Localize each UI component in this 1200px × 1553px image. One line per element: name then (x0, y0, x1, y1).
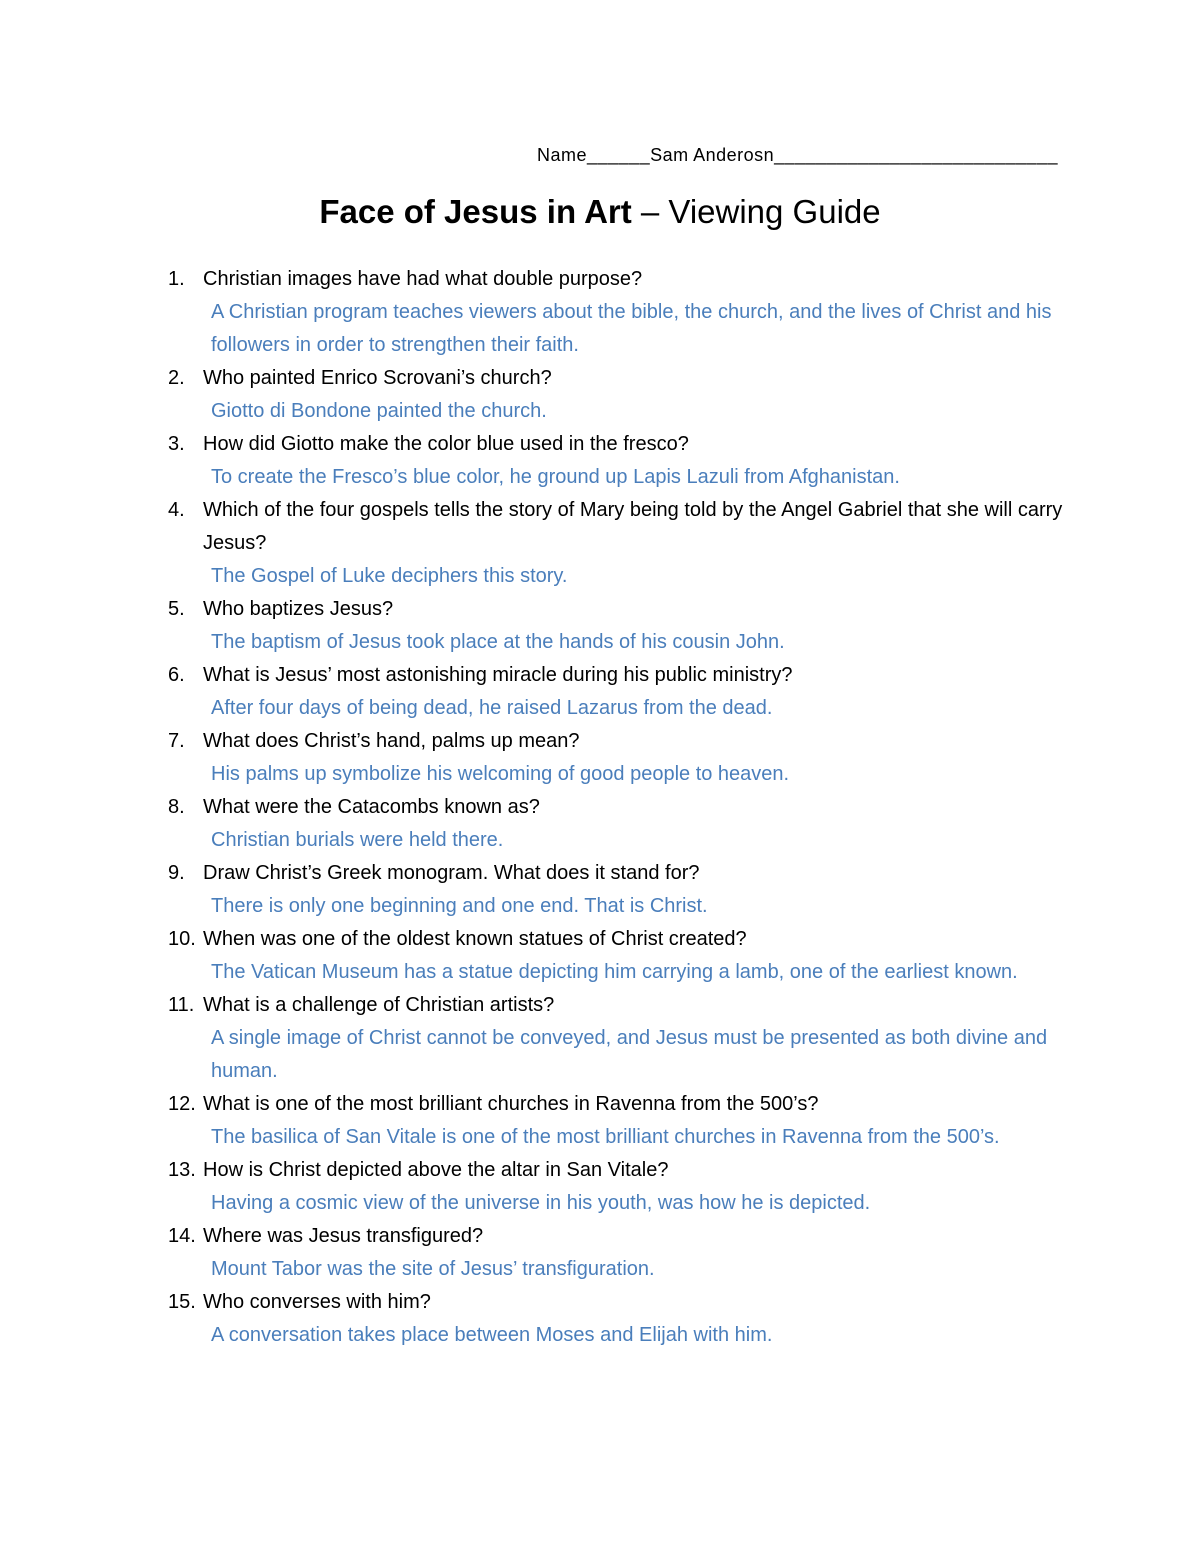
student-name: Sam Anderosn (650, 145, 775, 165)
question-item (168, 263, 1068, 362)
answer-text: After four days of being dead, he raised Lazarus from the dead. (211, 697, 773, 719)
question-number: 4. (168, 499, 185, 521)
question-item (168, 1154, 1068, 1220)
answer-text: The Gospel of Luke deciphers this story. (211, 565, 568, 587)
answer-text: The Vatican Museum has a statue depicting him carrying a lamb, one of the earliest known. (211, 961, 1018, 983)
answer-text: The basilica of San Vitale is one of the most brilliant churches in Ravenna from the 500’s. (211, 1126, 1000, 1148)
question-number: 7. (168, 730, 185, 752)
name-underline-trailer: ___________________________ (774, 145, 1058, 165)
answer-text: Having a cosmic view of the universe in his youth, was how he is depicted. (211, 1192, 871, 1214)
question-number: 13. (168, 1159, 196, 1181)
name-label: Name (537, 145, 588, 165)
question-text: When was one of the oldest known statues of Christ created? (203, 928, 747, 950)
question-number: 10. (168, 928, 196, 950)
question-number: 2. (168, 367, 185, 389)
question-item (168, 1220, 1068, 1286)
question-text: How is Christ depicted above the altar in San Vitale? (203, 1159, 669, 1181)
answer-text: Giotto di Bondone painted the church. (211, 400, 547, 422)
answer-text: His palms up symbolize his welcoming of good people to heaven. (211, 763, 790, 785)
question-item (168, 725, 1068, 791)
answer-text: A Christian program teaches viewers about the bible, the church, and the lives of Christ and his followers in order to strengthen their faith. (211, 301, 1052, 356)
question-text: How did Giotto make the color blue used in the fresco? (203, 433, 689, 455)
question-item (168, 923, 1068, 989)
question-text: Draw Christ’s Greek monogram. What does it stand for? (203, 862, 700, 884)
question-number: 8. (168, 796, 185, 818)
answer-text: There is only one beginning and one end. That is Christ. (211, 895, 708, 917)
page-title (0, 193, 1200, 231)
question-text: Christian images have had what double purpose? (203, 268, 643, 290)
answer-text: Mount Tabor was the site of Jesus’ transfiguration. (211, 1258, 655, 1280)
answer-text: A single image of Christ cannot be conveyed, and Jesus must be presented as both divine and human. (211, 1027, 1048, 1082)
name-line (537, 145, 1058, 166)
question-number: 11. (168, 994, 195, 1016)
question-text: What is one of the most brilliant churches in Ravenna from the 500’s? (203, 1093, 819, 1115)
answer-text: To create the Fresco’s blue color, he ground up Lapis Lazuli from Afghanistan. (211, 466, 900, 488)
question-text: Who painted Enrico Scrovani’s church? (203, 367, 552, 389)
question-text: What were the Catacombs known as? (203, 796, 540, 818)
question-number: 15. (168, 1291, 196, 1313)
title-main: Face of Jesus in Art (319, 193, 632, 230)
question-number: 1. (168, 268, 185, 290)
question-item (168, 362, 1068, 428)
title-subtitle: – Viewing Guide (631, 193, 881, 230)
question-number: 12. (168, 1093, 196, 1115)
question-number: 6. (168, 664, 185, 686)
question-text: What is a challenge of Christian artists? (203, 994, 555, 1016)
question-item (168, 659, 1068, 725)
question-text: Who converses with him? (203, 1291, 431, 1313)
question-text: Who baptizes Jesus? (203, 598, 394, 620)
question-item (168, 1286, 1068, 1352)
question-number: 14. (168, 1225, 196, 1247)
question-text: What does Christ’s hand, palms up mean? (203, 730, 580, 752)
question-text: Which of the four gospels tells the story of Mary being told by the Angel Gabriel that she will carry Jesus? (203, 499, 1063, 554)
answer-text: A conversation takes place between Moses and Elijah with him. (211, 1324, 773, 1346)
question-item (168, 1088, 1068, 1154)
question-text: What is Jesus’ most astonishing miracle during his public ministry? (203, 664, 793, 686)
question-item (168, 857, 1068, 923)
question-item (168, 989, 1068, 1088)
question-text: Where was Jesus transfigured? (203, 1225, 484, 1247)
answer-text: The baptism of Jesus took place at the hands of his cousin John. (211, 631, 785, 653)
question-number: 5. (168, 598, 185, 620)
question-item (168, 593, 1068, 659)
question-item (168, 428, 1068, 494)
question-list (168, 263, 1068, 1352)
question-item (168, 494, 1068, 593)
question-number: 9. (168, 862, 185, 884)
name-underline-gap: ______ (587, 145, 651, 165)
question-number: 3. (168, 433, 185, 455)
answer-text: Christian burials were held there. (211, 829, 504, 851)
question-item (168, 791, 1068, 857)
